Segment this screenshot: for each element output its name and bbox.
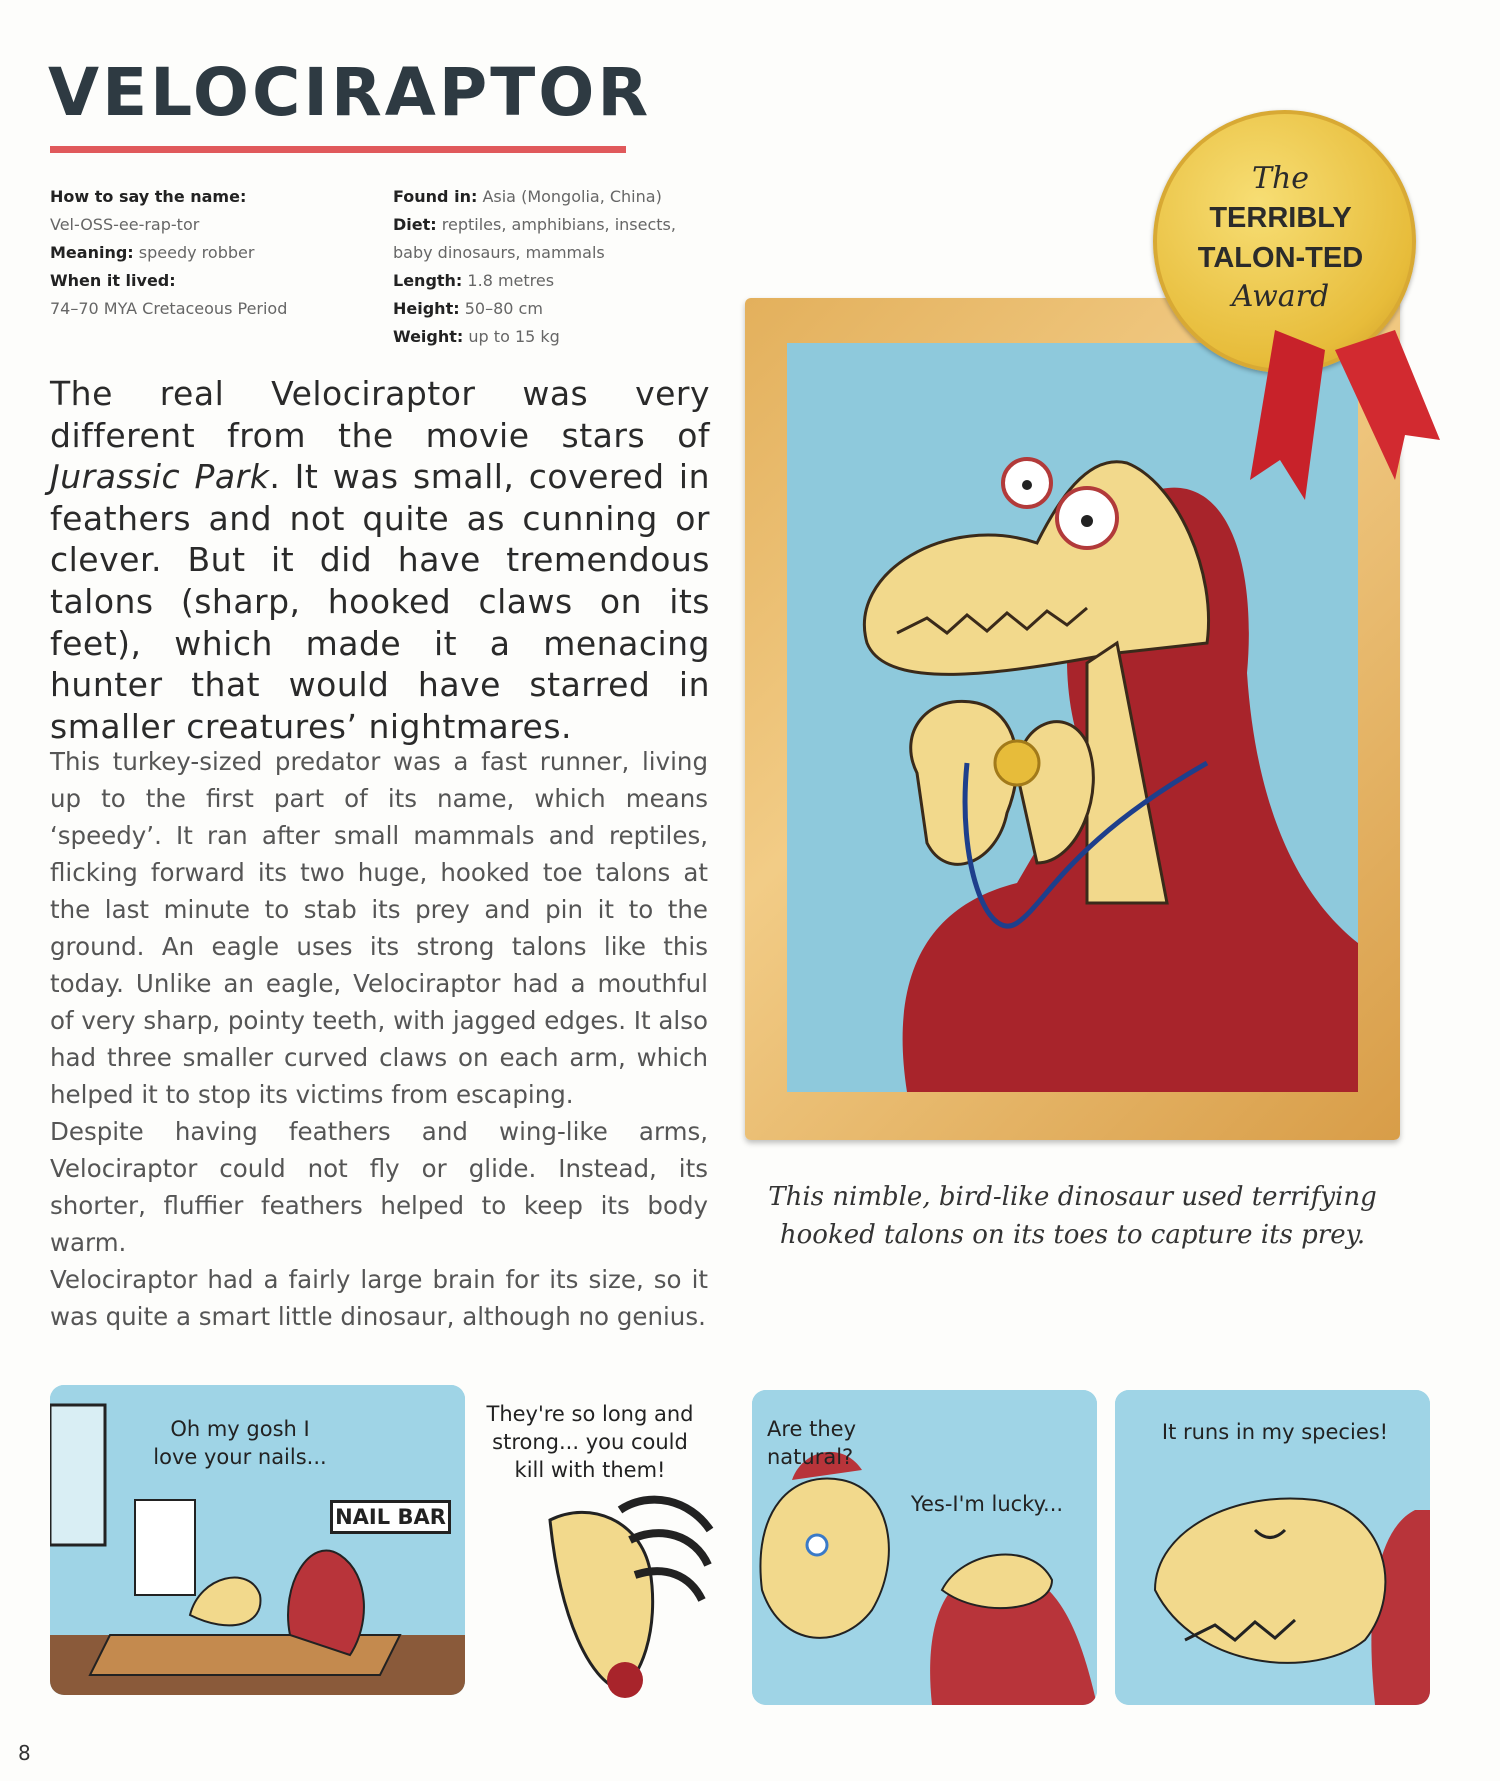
ribbon-icon [1245,330,1445,500]
page-number: 8 [18,1741,31,1765]
facts-right [393,183,693,351]
speech-bubble-4: Yes-I'm lucky... [910,1492,1064,1516]
body-paragraph-3: Velociraptor had a fairly large brain for its size, so it was quite a smart little dinosaur, although no genius. [50,1265,708,1331]
body-paragraph-2: Despite having feathers and wing-like arms, Velociraptor could not fly or glide. Instead, its shorter, fluffier feathers helped to keep its body warm. [50,1117,708,1257]
claw-illustration [530,1480,720,1700]
lead-film-title: Jurassic Park [50,457,270,497]
title-underline [50,146,626,153]
award-line-2: TERRIBLY [1209,202,1352,234]
weight-label: Weight: [393,327,464,346]
award-line-3: TALON-TED [1197,242,1364,274]
meaning-value: speedy robber [138,243,255,262]
speech-bubble-1: Oh my gosh I love your nails... [153,1417,327,1469]
found-value: Asia (Mongolia, China) [482,187,662,206]
lead-paragraph [50,373,710,747]
lived-label: When it lived: [50,271,176,290]
comic-panel-1 [50,1385,465,1695]
lived-value: 74–70 MYA Cretaceous Period [50,299,288,318]
award-text [1153,160,1408,316]
portrait-caption: This nimble, bird-like dinosaur used terrifying hooked talons on its toes to capture its prey. [768,1182,1377,1250]
award-line-4: Award [1231,279,1330,314]
body-paragraph-1: This turkey-sized predator was a fast runner, living up to the first part of its name, which means ‘speedy’. It ran after small mammals and reptiles, flicking forward its two huge, hooked toe talons at the last minute to stab its prey and pin it to the ground. An eagle uses its strong talons like this today. Unlike an eagle, Velociraptor had a mouthful of very sharp, pointy teeth, with jagged edges. It also had three smaller curved claws on each arm, which helped it to stop its victims from escaping. [50,747,708,1109]
meaning-label: Meaning: [50,243,134,262]
diet-value: reptiles, amphibians, insects, baby dinosaurs, mammals [393,215,676,262]
height-label: Height: [393,299,460,318]
length-value: 1.8 metres [467,271,555,290]
say-label: How to say the name: [50,187,247,206]
comic-panel-3 [1115,1390,1430,1705]
diet-label: Diet: [393,215,437,234]
page-title: VELOCIRAPTOR [48,54,652,131]
nail-bar-sign: NAIL BAR [330,1500,451,1534]
say-value: Vel-OSS-ee-rap-tor [50,215,200,234]
speech-bubble-3: Are they natural? [767,1417,857,1469]
found-label: Found in: [393,187,478,206]
lead-text-start: The real Velociraptor was very different from the movie stars of [50,374,710,455]
lead-text-end: . It was small, covered in feathers and not quite as cunning or clever. But it did have tremendous talons (sharp, hooked claws on its feet), which made it a menacing hunter that would have starred in smaller creatures’ nightmares. [50,457,710,746]
award-line-1: The [1251,161,1310,196]
height-value: 50–80 cm [464,299,543,318]
speech-bubble-2: They're so long and strong... you could kill with them! [486,1402,694,1482]
comic-panel-2 [752,1390,1097,1705]
speech-bubble-5: It runs in my species! [1161,1420,1389,1444]
length-label: Length: [393,271,463,290]
weight-value: up to 15 kg [468,327,560,346]
facts-left [50,183,350,323]
